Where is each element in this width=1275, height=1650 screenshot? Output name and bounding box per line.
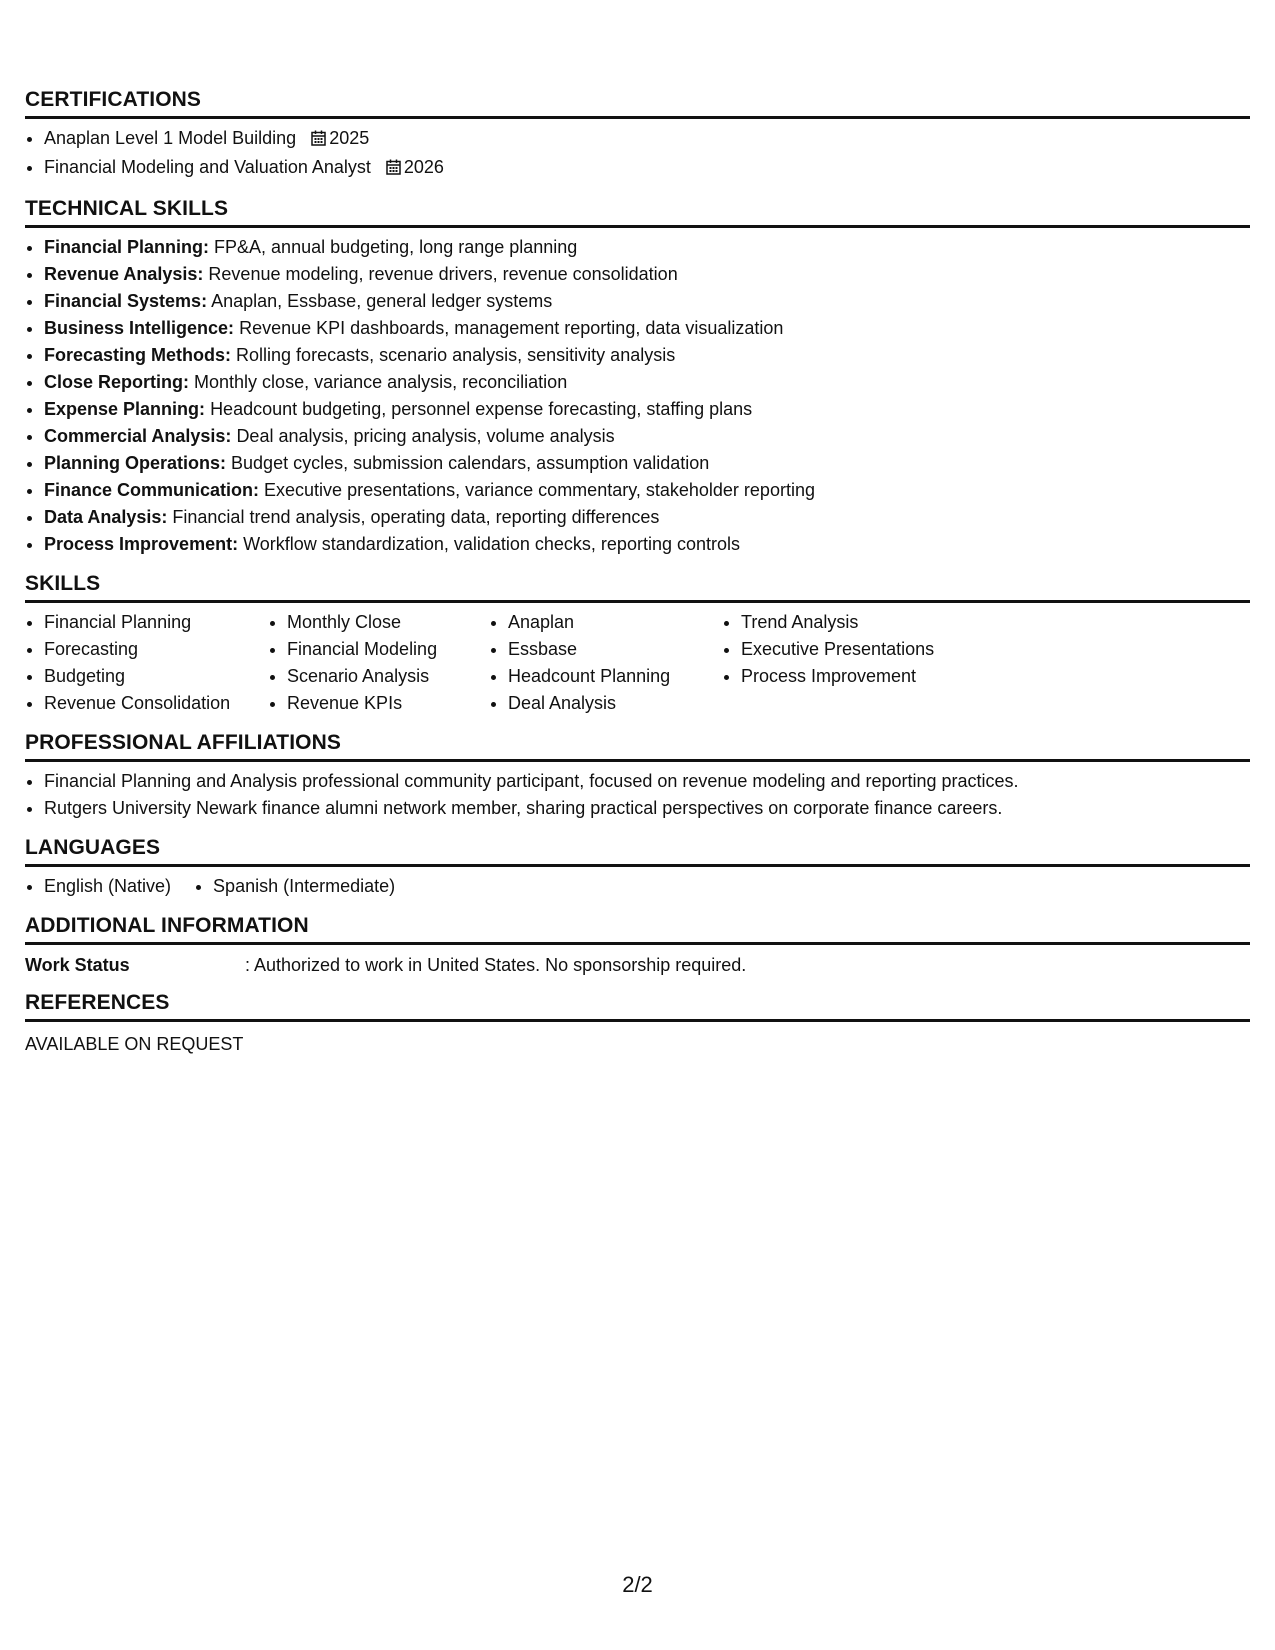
list-item xyxy=(44,342,1250,369)
certification-year: 2025 xyxy=(329,128,370,148)
section-title: SKILLS xyxy=(25,572,1250,603)
section-title: PROFESSIONAL AFFILIATIONS xyxy=(25,731,1250,762)
skills-section xyxy=(25,572,1250,717)
skill-label: Commercial Analysis: xyxy=(44,426,232,446)
list-item xyxy=(44,369,1250,396)
skill-label: Planning Operations: xyxy=(44,453,227,473)
list-item: • Rutgers University Newark finance alumni network member, sharing practical perspectives on corporate finance careers. xyxy=(44,795,1250,822)
skill-label: Forecasting Methods: xyxy=(44,345,232,365)
list-item: • Financial Planning xyxy=(44,609,268,636)
skill-label: Revenue Analysis: xyxy=(44,264,204,284)
page-number: 2/2 xyxy=(622,1572,653,1597)
list-item xyxy=(44,450,1250,477)
skills-column xyxy=(489,609,722,717)
skill-text: Rolling forecasts, scenario analysis, sensitivity analysis xyxy=(236,345,676,365)
list-item xyxy=(44,396,1250,423)
skill-text: Anaplan, Essbase, general ledger systems xyxy=(211,291,553,311)
list-item: • Budgeting xyxy=(44,663,268,690)
info-key: Work Status xyxy=(25,955,130,975)
calendar-icon xyxy=(311,127,326,154)
affiliations-list xyxy=(25,768,1250,822)
section-title: REFERENCES xyxy=(25,991,1250,1022)
skill-text: Monthly close, variance analysis, reconciliation xyxy=(194,372,568,392)
references-section xyxy=(25,991,1250,1056)
list-item xyxy=(44,531,1250,558)
skill-text: Budget cycles, submission calendars, assumption validation xyxy=(231,453,710,473)
skill-text: Workflow standardization, validation checks, reporting controls xyxy=(243,534,741,554)
certification-name: Anaplan Level 1 Model Building xyxy=(44,128,297,148)
list-item: • Monthly Close xyxy=(287,609,489,636)
skill-text: Executive presentations, variance commentary, stakeholder reporting xyxy=(264,480,815,500)
info-value: : Authorized to work in United States. No sponsorship required. xyxy=(245,955,747,975)
additional-info-section xyxy=(25,914,1250,977)
skill-text: Revenue modeling, revenue drivers, revenue consolidation xyxy=(208,264,678,284)
list-item: • Headcount Planning xyxy=(508,663,722,690)
list-item xyxy=(44,477,1250,504)
certifications-list xyxy=(25,125,1250,183)
list-item: • Essbase xyxy=(508,636,722,663)
list-item: • Spanish (Intermediate) xyxy=(213,873,395,900)
list-item: • Financial Planning and Analysis professional community participant, focused on revenue modeling and reporting practices. xyxy=(44,768,1250,795)
list-item: • English (Native) xyxy=(44,873,171,900)
list-item: • Deal Analysis xyxy=(508,690,722,717)
skill-label: Finance Communication: xyxy=(44,480,260,500)
references-text: AVAILABLE ON REQUEST xyxy=(25,1034,244,1054)
list-item: • Process Improvement xyxy=(741,663,981,690)
section-title: LANGUAGES xyxy=(25,836,1250,867)
list-item: • Trend Analysis xyxy=(741,609,981,636)
list-item xyxy=(44,423,1250,450)
skill-label: Financial Systems: xyxy=(44,291,208,311)
skill-text: Financial trend analysis, operating data, reporting differences xyxy=(172,507,660,527)
list-item: • Revenue KPIs xyxy=(287,690,489,717)
section-title: CERTIFICATIONS xyxy=(25,88,1250,119)
skill-label: Financial Planning: xyxy=(44,237,210,257)
certification-year: 2026 xyxy=(403,157,444,177)
list-item: • Anaplan xyxy=(508,609,722,636)
skill-text: Revenue KPI dashboards, management reporting, data visualization xyxy=(239,318,784,338)
languages-section xyxy=(25,836,1250,900)
list-item: • Forecasting xyxy=(44,636,268,663)
skill-label: Close Reporting: xyxy=(44,372,190,392)
technical-skills-section xyxy=(25,197,1250,558)
list-item xyxy=(44,315,1250,342)
skill-label: Process Improvement: xyxy=(44,534,239,554)
list-item: • Financial Modeling xyxy=(287,636,489,663)
calendar-icon xyxy=(386,156,401,183)
list-item xyxy=(44,288,1250,315)
skill-text: FP&A, annual budgeting, long range planning xyxy=(214,237,578,257)
certification-item xyxy=(44,125,1250,154)
skills-column xyxy=(268,609,489,717)
skills-column xyxy=(722,609,981,717)
list-item: • Revenue Consolidation xyxy=(44,690,268,717)
technical-skills-list xyxy=(25,234,1250,558)
list-item xyxy=(44,504,1250,531)
skill-text: Headcount budgeting, personnel expense forecasting, staffing plans xyxy=(210,399,753,419)
skill-text: Deal analysis, pricing analysis, volume analysis xyxy=(236,426,615,446)
resume-page xyxy=(25,88,1250,1070)
skill-label: Expense Planning: xyxy=(44,399,206,419)
list-item: • Scenario Analysis xyxy=(287,663,489,690)
certifications-section xyxy=(25,88,1250,183)
section-title: TECHNICAL SKILLS xyxy=(25,197,1250,228)
info-row xyxy=(25,953,1250,977)
skill-label: Data Analysis: xyxy=(44,507,168,527)
list-item: • Executive Presentations xyxy=(741,636,981,663)
list-item xyxy=(44,234,1250,261)
certification-item xyxy=(44,154,1250,183)
affiliations-section xyxy=(25,731,1250,822)
languages-list xyxy=(25,873,1250,900)
certification-name: Financial Modeling and Valuation Analyst xyxy=(44,157,371,177)
skills-column xyxy=(25,609,268,717)
list-item xyxy=(44,261,1250,288)
skills-grid xyxy=(25,609,1250,717)
skill-label: Business Intelligence: xyxy=(44,318,235,338)
section-title: ADDITIONAL INFORMATION xyxy=(25,914,1250,945)
